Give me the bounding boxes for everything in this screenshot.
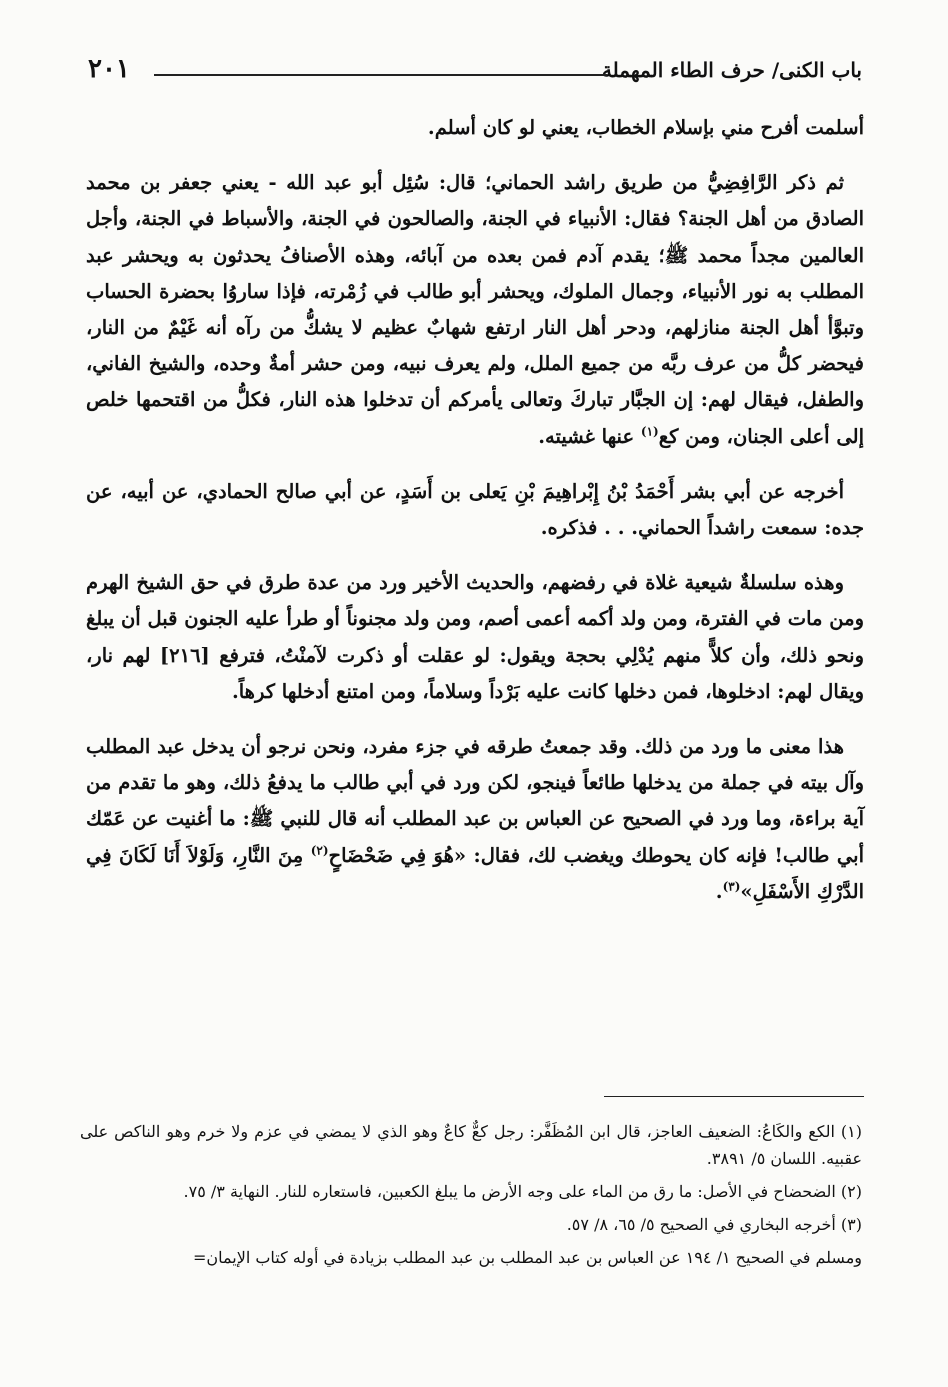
paragraph-2 <box>86 165 864 455</box>
running-title: باب الكنى/ حرف الطاء المهملة <box>601 58 862 82</box>
footnote-2: (٢) الضحضاح في الأصل: ما رق من الماء على وجه الأرض ما يبلغ الكعبين، فاستعاره للنار. النهاية ٣/ ٧٥. <box>183 1182 862 1201</box>
main-text <box>86 110 864 929</box>
footnote-ref-3[interactable]: (٣) <box>722 879 741 894</box>
paragraph-4-text: وهذه سلسلةٌ شيعية غلاة في رفضهم، والحديث الأخير ورد من عدة طرق في حق الشيخ الهرم ومن مات في الفترة، ومن ولد أكمه أعمى أصم، ومن ولد مجنوناً أو طرأ عليه الجنون قبل أن يبلغ ونحو ذلك، وأن كلاًّ منهم يُدْلِي بحجة ويقول: لو عقلت أو ذكرت لآمنْتُ، فترفع [٢١٦] لهم نار، ويقال لهم: ادخلوها، فمن دخلها كانت عليه بَرْداً وسلاماً، ومن امتنع أدخلها كرهاً. <box>86 571 864 703</box>
footnote-1: (١) الكع والكَاعُ: الضعيف العاجز، قال ابن المُظَفَّر: رجل كعٌّ كاعٌ وهو الذي لا يمضي في عزم ولا خرم وهو الناكص على عقبيه. اللسان ٥/ ٣٨٩١. <box>80 1122 862 1168</box>
paragraph-1-text: أسلمت أفرح مني بإسلام الخطاب، يعني لو كان أسلم. <box>427 116 864 139</box>
page-number: ٢٠١ <box>88 54 130 84</box>
paragraph-3 <box>86 474 864 546</box>
footnote-ref-1[interactable]: (١) <box>640 424 659 439</box>
footnote-rule <box>604 1096 864 1097</box>
paragraph-5-text: هذا معنى ما ورد من ذلك. وقد جمعتُ طرقه في جزء مفرد، ونحن نرجو أن يدخل عبد المطلب وآل بيته في جملة من يدخلها طائعاً فينجو، لكن ورد في أبي طالب ما يدفعُ ذلك، وهو ما تقدم من آية براءة، وما ورد في الصحيح عن العباس بن عبد المطلب أنه قال للنبي ﷺ: ما أغنيت عن عَمّك أبي طالب! فإنه كان يحوطك ويغضب لك، فقال: «هُوَ فِي ضَحْضَاحٍ <box>86 735 864 867</box>
footnote-3: (٣) أخرجه البخاري في الصحيح ٥/ ٦٥، ٨/ ٥٧. <box>566 1215 862 1234</box>
paragraph-3-text: أخرجه عن أبي بشر أَحْمَدُ بْنُ إِبْراهِيمَ بْنِ يَعلى بن أَسَدٍ، عن أبي صالح الحمادي، عن أبيه، عن جده: سمعت راشداً الحماني. . . فذكره. <box>86 479 864 540</box>
paragraph-5-tail: . <box>715 879 723 903</box>
paragraph-2-text: ثم ذكر الرَّافِضِيُّ من طريق راشد الحماني؛ قال: سُئِل أبو عبد الله - يعني جعفر بن محمد الصادق من أهل الجنة؟ فقال: الأنبياء في الجنة، والصالحون في الجنة، والأسباط في الجنة، وأجل العالمين مجداً محمد ﷺ؛ يقدم آدم فمن بعده من آبائه، وهذه الأصنافُ يحدثون به ويحشر عبد المطلب به نور الأنبياء، وجمال الملوك، ويحشر أبو طالب في زُمْرته، فإذا ساروُا بحضرة الحساب وتبوَّأ أهل الجنة منازلهم، ودحر أهل النار ارتفع شهابٌ عظيم لا يشكُّ من رآه أنه غَيْمٌ من النار، فيحضر كلُّ من عرف ربَّه من جميع الملل، ولم يعرف نبيه، ومن حشر أمةٌ وحده، والشيخ الفاني، والطفل، فيقال لهم: إن الجبَّار تباركَ وتعالى يأمركم أن تدخلوا هذه النار، فكلُّ من اقتحمها خلص إلى أعلى الجنان، ومن كع <box>86 171 864 448</box>
paragraph-1 <box>86 110 864 146</box>
paragraph-5 <box>86 729 864 910</box>
paragraph-4 <box>86 565 864 710</box>
footnote-3-continued: ومسلم في الصحيح ١/ ١٩٤ عن العباس بن عبد المطلب بن عبد المطلب بزيادة في أوله كتاب الإيمان= <box>192 1248 862 1267</box>
paragraph-5-mid: مِنَ النَّارِ، وَلَوْلاَ أَنَا لَكَانَ فِي الدَّرْكِ الأَسْفَلِ» <box>86 843 864 903</box>
paragraph-2-tail: عنها غشيته. <box>538 424 641 448</box>
footnote-ref-2[interactable]: (٢) <box>310 843 329 858</box>
footnotes <box>80 1118 862 1277</box>
page-header <box>88 52 862 92</box>
header-rule <box>154 74 607 76</box>
